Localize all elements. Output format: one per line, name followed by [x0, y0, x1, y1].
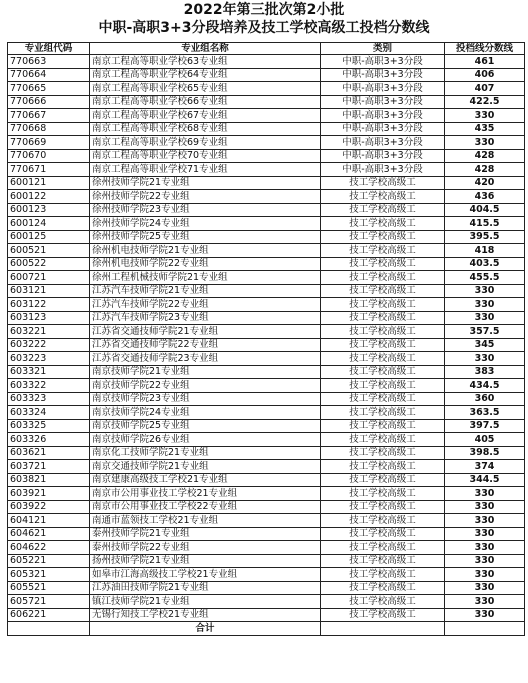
cell-category: 技工学校高级工 — [321, 338, 445, 352]
total-empty-cell — [8, 622, 90, 636]
cell-code: 600124 — [8, 217, 90, 231]
cell-group-name: 江苏汽车技师学院21专业组 — [90, 284, 321, 298]
cell-code: 600121 — [8, 176, 90, 190]
table-row — [8, 163, 525, 177]
cell-code: 605321 — [8, 568, 90, 582]
cell-code: 600521 — [8, 244, 90, 258]
cell-score: 344.5 — [445, 473, 525, 487]
cell-group-name: 南京工程高等职业学校63专业组 — [90, 55, 321, 69]
cell-score: 330 — [445, 352, 525, 366]
cell-group-name: 泰州技师学院21专业组 — [90, 527, 321, 541]
cell-code: 605521 — [8, 581, 90, 595]
table-row — [8, 176, 525, 190]
cell-category: 技工学校高级工 — [321, 487, 445, 501]
table-row — [8, 581, 525, 595]
cell-group-name: 扬州技师学院21专业组 — [90, 554, 321, 568]
cell-code: 603922 — [8, 500, 90, 514]
cell-score: 428 — [445, 149, 525, 163]
document-title: 2022年第三批次第2小批 — [183, 2, 345, 18]
cell-group-name: 南京技师学院23专业组 — [90, 392, 321, 406]
total-empty-cell — [445, 622, 525, 636]
table-row — [8, 217, 525, 231]
cell-score: 330 — [445, 487, 525, 501]
cell-score: 330 — [445, 581, 525, 595]
cell-score: 403.5 — [445, 257, 525, 271]
cell-group-name: 南京工程高等职业学校70专业组 — [90, 149, 321, 163]
cell-category: 技工学校高级工 — [321, 230, 445, 244]
cell-group-name: 南京工程高等职业学校69专业组 — [90, 136, 321, 150]
cell-score: 436 — [445, 190, 525, 204]
cell-code: 770671 — [8, 163, 90, 177]
table-row — [8, 190, 525, 204]
table-row — [8, 68, 525, 82]
cell-group-name: 泰州技师学院22专业组 — [90, 541, 321, 555]
cell-category: 技工学校高级工 — [321, 460, 445, 474]
cell-category: 中职-高职3+3分段 — [321, 95, 445, 109]
cell-category: 技工学校高级工 — [321, 514, 445, 528]
cell-code: 603123 — [8, 311, 90, 325]
cell-category: 技工学校高级工 — [321, 379, 445, 393]
cell-score: 406 — [445, 68, 525, 82]
cell-score: 395.5 — [445, 230, 525, 244]
cell-code: 606221 — [8, 608, 90, 622]
table-row — [8, 608, 525, 622]
cell-group-name: 南京技师学院24专业组 — [90, 406, 321, 420]
cell-code: 603324 — [8, 406, 90, 420]
table-row — [8, 460, 525, 474]
cell-code: 603921 — [8, 487, 90, 501]
cell-category: 中职-高职3+3分段 — [321, 55, 445, 69]
table-row — [8, 514, 525, 528]
cell-score: 363.5 — [445, 406, 525, 420]
cell-group-name: 南京工程高等职业学校65专业组 — [90, 82, 321, 96]
table-row — [8, 82, 525, 96]
cell-score: 330 — [445, 568, 525, 582]
cell-category: 技工学校高级工 — [321, 284, 445, 298]
table-row — [8, 122, 525, 136]
document-subtitle: 中职-高职3+3分段培养及技工学校高级工投档分数线 — [98, 20, 430, 36]
cell-group-name: 南京技师学院21专业组 — [90, 365, 321, 379]
cell-code: 770665 — [8, 82, 90, 96]
cell-score: 330 — [445, 527, 525, 541]
cell-group-name: 徐州机电技师学院21专业组 — [90, 244, 321, 258]
cell-category: 技工学校高级工 — [321, 176, 445, 190]
cell-category: 技工学校高级工 — [321, 554, 445, 568]
cell-code: 603321 — [8, 365, 90, 379]
table-row — [8, 149, 525, 163]
cell-score: 374 — [445, 460, 525, 474]
cell-group-name: 南京交通技师学院21专业组 — [90, 460, 321, 474]
cell-category: 技工学校高级工 — [321, 527, 445, 541]
cell-score: 330 — [445, 541, 525, 555]
cell-category: 技工学校高级工 — [321, 608, 445, 622]
table-row — [8, 500, 525, 514]
cell-score: 434.5 — [445, 379, 525, 393]
score-table — [7, 42, 525, 636]
table-row — [8, 392, 525, 406]
cell-score: 330 — [445, 500, 525, 514]
column-header-category: 类别 — [321, 43, 445, 55]
cell-category: 技工学校高级工 — [321, 217, 445, 231]
cell-category: 中职-高职3+3分段 — [321, 109, 445, 123]
cell-code: 603621 — [8, 446, 90, 460]
cell-code: 604621 — [8, 527, 90, 541]
table-body — [8, 55, 525, 622]
cell-code: 770668 — [8, 122, 90, 136]
table-row — [8, 568, 525, 582]
cell-category: 中职-高职3+3分段 — [321, 122, 445, 136]
cell-group-name: 徐州技师学院24专业组 — [90, 217, 321, 231]
cell-score: 330 — [445, 514, 525, 528]
table-row — [8, 446, 525, 460]
cell-score: 418 — [445, 244, 525, 258]
cell-code: 770666 — [8, 95, 90, 109]
cell-category: 技工学校高级工 — [321, 500, 445, 514]
cell-score: 397.5 — [445, 419, 525, 433]
cell-group-name: 南京工程高等职业学校67专业组 — [90, 109, 321, 123]
cell-score: 330 — [445, 554, 525, 568]
table-row — [8, 419, 525, 433]
cell-score: 420 — [445, 176, 525, 190]
table-row — [8, 284, 525, 298]
cell-code: 603223 — [8, 352, 90, 366]
cell-code: 600721 — [8, 271, 90, 285]
cell-code: 603222 — [8, 338, 90, 352]
cell-category: 技工学校高级工 — [321, 473, 445, 487]
cell-score: 428 — [445, 163, 525, 177]
cell-code: 770669 — [8, 136, 90, 150]
cell-category: 中职-高职3+3分段 — [321, 68, 445, 82]
cell-score: 407 — [445, 82, 525, 96]
cell-score: 357.5 — [445, 325, 525, 339]
cell-group-name: 南京工程高等职业学校64专业组 — [90, 68, 321, 82]
cell-code: 603322 — [8, 379, 90, 393]
table-row — [8, 406, 525, 420]
cell-group-name: 南京化工技师学院21专业组 — [90, 446, 321, 460]
table-row — [8, 95, 525, 109]
table-header-row — [8, 43, 525, 55]
table-row — [8, 595, 525, 609]
cell-score: 330 — [445, 608, 525, 622]
table-row — [8, 541, 525, 555]
cell-code: 600522 — [8, 257, 90, 271]
cell-score: 422.5 — [445, 95, 525, 109]
cell-group-name: 南通市蓝领技工学校21专业组 — [90, 514, 321, 528]
table-row — [8, 257, 525, 271]
cell-code: 600122 — [8, 190, 90, 204]
cell-group-name: 江苏汽车技师学院23专业组 — [90, 311, 321, 325]
cell-category: 技工学校高级工 — [321, 406, 445, 420]
cell-group-name: 徐州技师学院22专业组 — [90, 190, 321, 204]
cell-group-name: 南京工程高等职业学校71专业组 — [90, 163, 321, 177]
cell-score: 330 — [445, 595, 525, 609]
cell-category: 技工学校高级工 — [321, 446, 445, 460]
total-empty-cell — [321, 622, 445, 636]
column-header-name: 专业组名称 — [90, 43, 321, 55]
cell-category: 中职-高职3+3分段 — [321, 82, 445, 96]
cell-category: 技工学校高级工 — [321, 541, 445, 555]
cell-category: 技工学校高级工 — [321, 352, 445, 366]
cell-code: 603121 — [8, 284, 90, 298]
column-header-code: 专业组代码 — [8, 43, 90, 55]
cell-category: 技工学校高级工 — [321, 244, 445, 258]
cell-group-name: 江苏汽车技师学院22专业组 — [90, 298, 321, 312]
cell-score: 398.5 — [445, 446, 525, 460]
cell-code: 770664 — [8, 68, 90, 82]
cell-score: 405 — [445, 433, 525, 447]
cell-category: 技工学校高级工 — [321, 595, 445, 609]
cell-category: 中职-高职3+3分段 — [321, 163, 445, 177]
cell-code: 605721 — [8, 595, 90, 609]
cell-code: 603326 — [8, 433, 90, 447]
cell-score: 415.5 — [445, 217, 525, 231]
cell-group-name: 南京市公用事业技工学校21专业组 — [90, 487, 321, 501]
table-row — [8, 325, 525, 339]
cell-code: 600125 — [8, 230, 90, 244]
cell-group-name: 南京市公用事业技工学校22专业组 — [90, 500, 321, 514]
table-row — [8, 433, 525, 447]
table-row — [8, 554, 525, 568]
cell-category: 技工学校高级工 — [321, 311, 445, 325]
table-row — [8, 55, 525, 69]
cell-code: 770667 — [8, 109, 90, 123]
cell-code: 605221 — [8, 554, 90, 568]
cell-group-name: 南京技师学院25专业组 — [90, 419, 321, 433]
cell-group-name: 徐州工程机械技师学院21专业组 — [90, 271, 321, 285]
total-row — [8, 622, 525, 636]
cell-category: 中职-高职3+3分段 — [321, 136, 445, 150]
cell-category: 技工学校高级工 — [321, 257, 445, 271]
cell-group-name: 徐州技师学院21专业组 — [90, 176, 321, 190]
cell-score: 330 — [445, 298, 525, 312]
cell-group-name: 南京技师学院26专业组 — [90, 433, 321, 447]
table-row — [8, 230, 525, 244]
table-row — [8, 298, 525, 312]
cell-group-name: 江苏油田技师学院21专业组 — [90, 581, 321, 595]
cell-score: 330 — [445, 136, 525, 150]
table-row — [8, 109, 525, 123]
cell-group-name: 镇江技师学院21专业组 — [90, 595, 321, 609]
cell-score: 383 — [445, 365, 525, 379]
cell-score: 345 — [445, 338, 525, 352]
cell-group-name: 徐州机电技师学院22专业组 — [90, 257, 321, 271]
table-row — [8, 379, 525, 393]
cell-category: 技工学校高级工 — [321, 190, 445, 204]
table-row — [8, 527, 525, 541]
column-header-score: 投档线分数线 — [445, 43, 525, 55]
cell-score: 404.5 — [445, 203, 525, 217]
cell-code: 770663 — [8, 55, 90, 69]
cell-code: 603122 — [8, 298, 90, 312]
cell-score: 455.5 — [445, 271, 525, 285]
cell-group-name: 江苏省交通技师学院22专业组 — [90, 338, 321, 352]
cell-score: 330 — [445, 284, 525, 298]
cell-category: 技工学校高级工 — [321, 433, 445, 447]
cell-category: 技工学校高级工 — [321, 203, 445, 217]
cell-score: 360 — [445, 392, 525, 406]
cell-code: 604622 — [8, 541, 90, 555]
cell-category: 技工学校高级工 — [321, 568, 445, 582]
table-row — [8, 203, 525, 217]
cell-score: 330 — [445, 109, 525, 123]
cell-group-name: 徐州技师学院25专业组 — [90, 230, 321, 244]
cell-category: 技工学校高级工 — [321, 325, 445, 339]
cell-code: 604121 — [8, 514, 90, 528]
cell-group-name: 南京工程高等职业学校66专业组 — [90, 95, 321, 109]
total-label: 合计 — [90, 622, 321, 636]
cell-group-name: 南京技师学院22专业组 — [90, 379, 321, 393]
cell-group-name: 江苏省交通技师学院21专业组 — [90, 325, 321, 339]
cell-score: 435 — [445, 122, 525, 136]
cell-group-name: 无锡行知技工学校21专业组 — [90, 608, 321, 622]
cell-score: 330 — [445, 311, 525, 325]
cell-code: 603221 — [8, 325, 90, 339]
cell-score: 461 — [445, 55, 525, 69]
cell-category: 技工学校高级工 — [321, 581, 445, 595]
table-row — [8, 311, 525, 325]
table-row — [8, 473, 525, 487]
table-row — [8, 352, 525, 366]
cell-code: 603325 — [8, 419, 90, 433]
cell-group-name: 南京工程高等职业学校68专业组 — [90, 122, 321, 136]
table-row — [8, 136, 525, 150]
cell-group-name: 徐州技师学院23专业组 — [90, 203, 321, 217]
cell-category: 技工学校高级工 — [321, 271, 445, 285]
cell-code: 603821 — [8, 473, 90, 487]
cell-category: 中职-高职3+3分段 — [321, 149, 445, 163]
cell-code: 603323 — [8, 392, 90, 406]
table-row — [8, 271, 525, 285]
cell-group-name: 如皋市江海高级技工学校21专业组 — [90, 568, 321, 582]
table-row — [8, 365, 525, 379]
cell-category: 技工学校高级工 — [321, 419, 445, 433]
table-row — [8, 487, 525, 501]
cell-code: 603721 — [8, 460, 90, 474]
cell-code: 600123 — [8, 203, 90, 217]
cell-category: 技工学校高级工 — [321, 392, 445, 406]
cell-category: 技工学校高级工 — [321, 298, 445, 312]
table-row — [8, 338, 525, 352]
cell-code: 770670 — [8, 149, 90, 163]
table-row — [8, 244, 525, 258]
cell-group-name: 江苏省交通技师学院23专业组 — [90, 352, 321, 366]
cell-group-name: 南京建康高级技工学校21专业组 — [90, 473, 321, 487]
cell-category: 技工学校高级工 — [321, 365, 445, 379]
